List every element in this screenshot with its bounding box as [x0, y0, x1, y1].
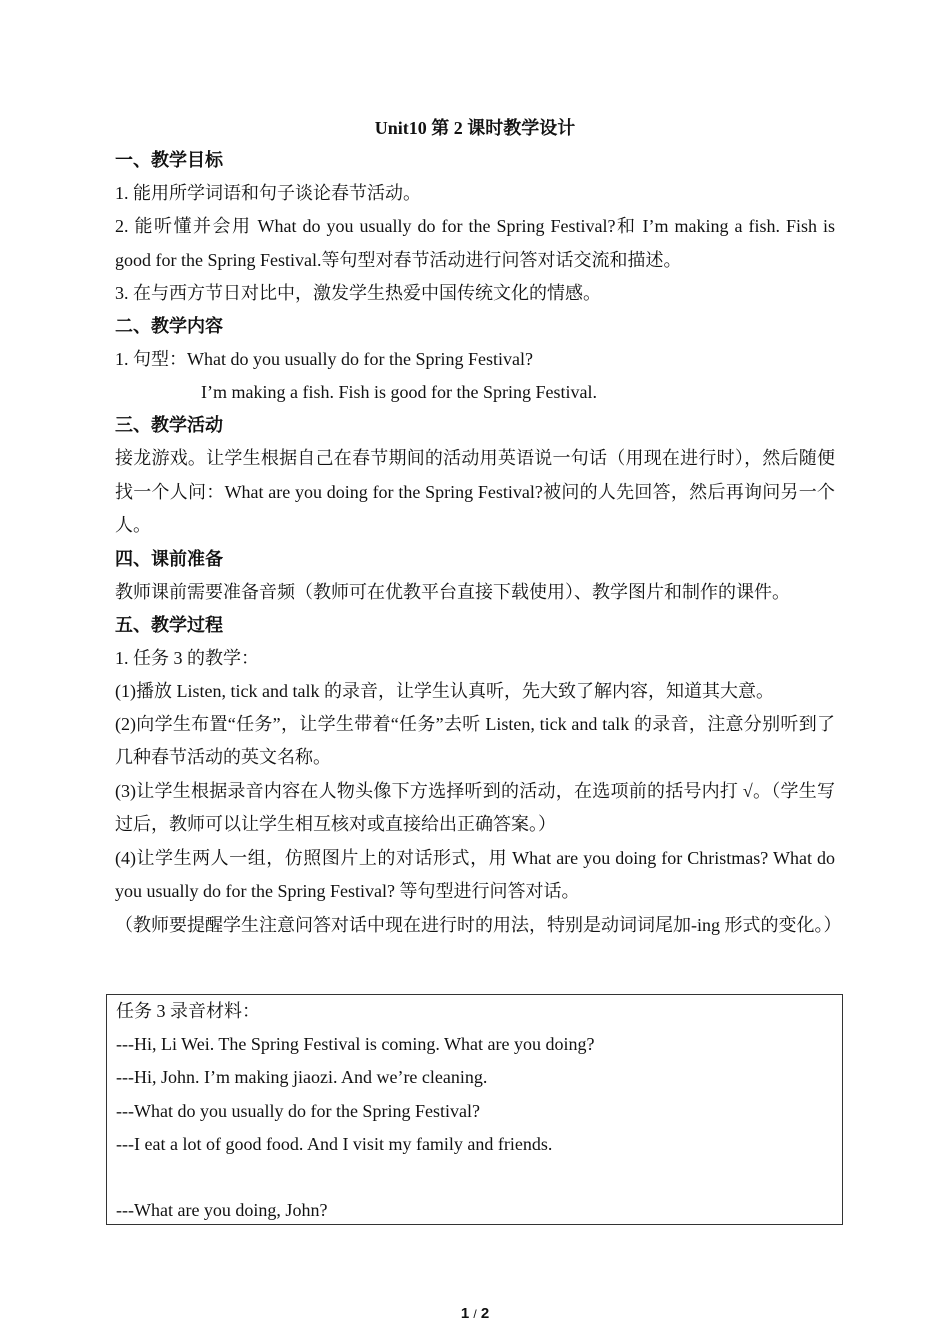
section-heading-content: 二、教学内容 [115, 316, 223, 336]
process-note: （教师要提醒学生注意问答对话中现在进行时的用法，特别是动词词尾加-ing 形式的变化。） [115, 914, 842, 935]
process-step-2: (2)向学生布置“任务”，让学生带着“任务”去听 Listen, tick and talk 的录音，注意分别听到了几种春节活动的英文名称。 [115, 713, 835, 767]
content-item-1-continued: I’m making a fish. Fish is good for the Spring Festival. [201, 382, 597, 402]
section-heading-activity: 三、教学活动 [115, 415, 223, 435]
page-total: 2 [480, 1305, 490, 1322]
transcript-title: 任务 3 录音材料： [116, 1001, 260, 1021]
activity-text: 接龙游戏。让学生根据自己在春节期间的活动用英语说一句话（用现在进行时），然后随便找一个人问：What are you doing for the Spring Festival?被问的人先回答，然后再询问另一个人。 [115, 448, 835, 535]
process-step-1: (1)播放 Listen, tick and talk 的录音，让学生认真听，先大致了解内容，知道其大意。 [115, 680, 774, 701]
document-body [115, 112, 842, 942]
goal-item-2: 2. 能听懂并会用 What do you usually do for the Spring Festival?和 I’m making a fish. Fish is good for the Spring Festival.等句型对春节活动进行问答对话交流和描述。 [115, 216, 835, 270]
transcript-line: ---What do you usually do for the Spring Festival? [116, 1100, 480, 1121]
page-current: 1 [460, 1305, 470, 1322]
section-heading-prep: 四、课前准备 [115, 548, 223, 569]
document-title: Unit10 第 2 课时教学设计 [374, 118, 576, 138]
transcript-content [116, 995, 836, 1227]
process-step-3: (3)让学生根据录音内容在人物头像下方选择听到的活动，在选项前的括号内打 √。（学生写过后，教师可以让学生相互核对或直接给出正确答案。） [115, 780, 835, 834]
section-heading-goals: 一、教学目标 [115, 150, 223, 170]
transcript-line: ---What are you doing, John? [116, 1200, 328, 1221]
page-separator: / [473, 1307, 477, 1321]
process-item-1: 1. 任务 3 的教学： [115, 647, 259, 668]
goal-item-1: 1. 能用所学词语和句子谈论春节活动。 [115, 183, 421, 203]
goal-item-3: 3. 在与西方节日对比中，激发学生热爱中国传统文化的情感。 [115, 283, 601, 303]
transcript-box [106, 994, 843, 1225]
transcript-line: ---I eat a lot of good food. And I visit my family and friends. [116, 1133, 553, 1154]
prep-text: 教师课前需要准备音频（教师可在优教平台直接下载使用）、教学图片和制作的课件。 [115, 581, 790, 602]
transcript-blank-line [116, 1161, 836, 1194]
transcript-line: ---Hi, John. I’m making jiaozi. And we’re cleaning. [116, 1067, 488, 1088]
section-heading-process: 五、教学过程 [115, 614, 223, 635]
page-number [0, 1305, 950, 1322]
process-step-4: (4)让学生两人一组，仿照图片上的对话形式，用 What are you doing for Christmas? What do you usually do for the Spring Festival? 等句型进行问答对话。 [115, 847, 835, 901]
content-item-1: 1. 句型：What do you usually do for the Spring Festival? [115, 349, 533, 369]
transcript-line: ---Hi, Li Wei. The Spring Festival is coming. What are you doing? [116, 1034, 595, 1055]
